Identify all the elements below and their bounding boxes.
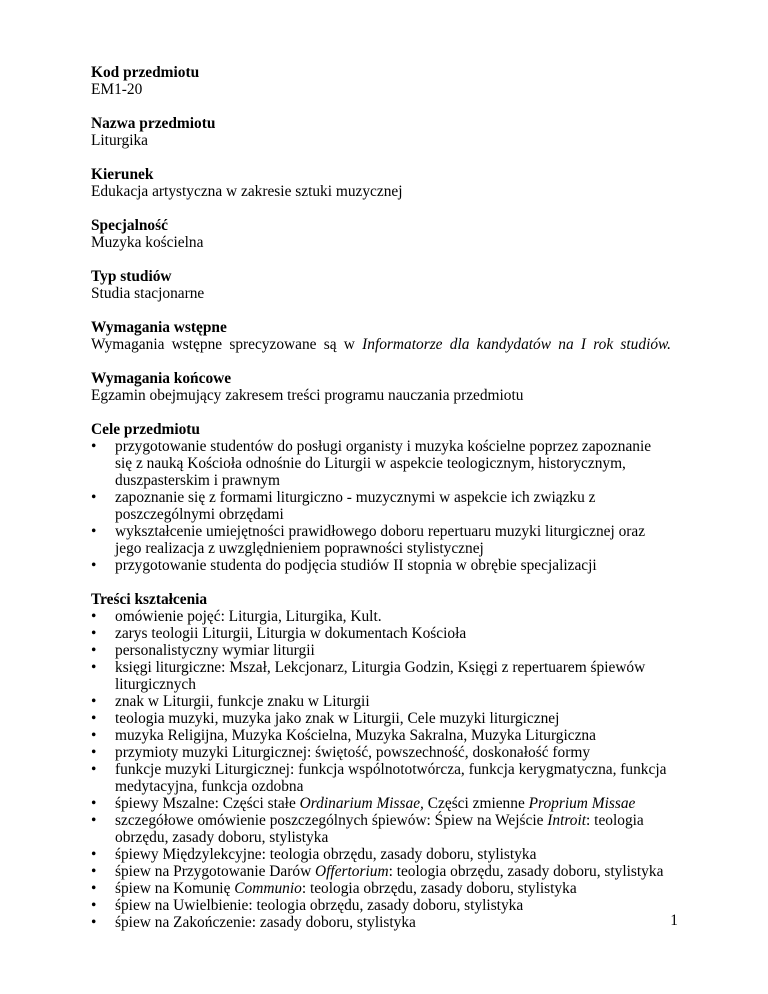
list-item [91, 744, 671, 761]
list-item [91, 795, 671, 812]
list-item [91, 693, 671, 710]
list-item-text: teologia muzyki, muzyka jako znak w Liturgii, Cele muzyki liturgicznej [115, 710, 560, 727]
list-item [91, 625, 671, 642]
bullet-icon [91, 659, 115, 676]
list-item [91, 761, 671, 795]
list-item-text: przygotowanie studenta do podjęcia studiów II stopnia w obrębie specjalizacji [115, 557, 597, 574]
section-heading: Kod przedmiotu [91, 64, 200, 81]
content-list [91, 608, 671, 931]
bullet-icon [91, 489, 115, 506]
list-item [91, 846, 671, 863]
bullet-icon [91, 880, 115, 897]
section-course-objectives [91, 421, 671, 574]
bullet-icon [91, 710, 115, 727]
list-item-text: personalistyczny wymiar liturgii [115, 642, 315, 659]
italic-term: Offertorium [315, 863, 389, 880]
section-heading: Typ studiów [91, 268, 172, 285]
list-item-text: śpiewy Międzylekcyjne: teologia obrzędu, zasady doboru, stylistyka [115, 846, 537, 863]
bullet-icon [91, 642, 115, 659]
text-part: : teologia obrzędu, zasady doboru, stylistyka [388, 863, 664, 880]
objectives-list [91, 438, 671, 574]
list-item-text: zarys teologii Liturgii, Liturgia w dokumentach Kościoła [115, 625, 467, 642]
bullet-icon [91, 795, 115, 812]
bullet-icon [91, 608, 115, 625]
list-item-text: śpiew na Zakończenie: zasady doboru, stylistyka [115, 914, 416, 931]
final-requirements-value: Egzamin obejmujący zakresem treści programu nauczania przedmiotu [91, 387, 524, 404]
list-item-text [115, 812, 644, 846]
entry-requirements-text: Wymagania wstępne sprecyzowane są w [91, 336, 363, 353]
section-course-code [91, 64, 671, 98]
section-course-content [91, 591, 671, 931]
course-name-value: Liturgika [91, 132, 148, 149]
list-item [91, 880, 671, 897]
bullet-icon [91, 761, 115, 778]
list-item-text [115, 863, 663, 880]
section-final-requirements [91, 370, 671, 404]
list-item-text: wykształcenie umiejętności prawidłowego doboru repertuaru muzyki liturgicznej oraz jego realizacja z uwzględnieniem poprawności stylistycznej [115, 523, 646, 557]
list-item [91, 642, 671, 659]
section-study-type [91, 268, 671, 302]
list-item-text: muzyka Religijna, Muzyka Kościelna, Muzyka Sakralna, Muzyka Liturgiczna [115, 727, 596, 744]
list-item [91, 727, 671, 744]
specialty-value: Muzyka kościelna [91, 234, 204, 251]
list-item [91, 557, 671, 574]
bullet-icon [91, 557, 115, 574]
section-heading: Kierunek [91, 166, 154, 183]
section-heading: Wymagania końcowe [91, 370, 232, 387]
section-heading: Wymagania wstępne [91, 319, 227, 336]
bullet-icon [91, 727, 115, 744]
list-item [91, 659, 671, 693]
italic-term: Communio [234, 880, 302, 897]
bullet-icon [91, 812, 115, 829]
text-part: śpiew na Komunię [115, 880, 235, 897]
list-item [91, 523, 671, 557]
section-heading: Nazwa przedmiotu [91, 115, 216, 132]
section-entry-requirements [91, 319, 671, 353]
bullet-icon [91, 846, 115, 863]
list-item [91, 897, 671, 914]
course-code-value: EM1-20 [91, 81, 143, 98]
bullet-icon [91, 863, 115, 880]
entry-requirements-italic: Informatorze dla kandydatów na I rok studiów. [362, 336, 672, 353]
bullet-icon [91, 897, 115, 914]
section-heading: Cele przedmiotu [91, 421, 200, 438]
list-item-text: funkcje muzyki Liturgicznej: funkcja wspólnototwórcza, funkcja kerygmatyczna, funkcja medytacyjna, funkcja ozdobna [115, 761, 667, 795]
section-specialty [91, 217, 671, 251]
text-part: : teologia obrzędu, zasady doboru, stylistyka [115, 812, 644, 846]
study-type-value: Studia stacjonarne [91, 285, 205, 302]
italic-term: Introit [547, 812, 587, 829]
list-item-text [115, 795, 635, 812]
bullet-icon [91, 625, 115, 642]
italic-term: Proprium Missae [528, 795, 636, 812]
list-item [91, 710, 671, 727]
list-item [91, 863, 671, 880]
list-item-text [115, 880, 577, 897]
list-item-text: przygotowanie studentów do posługi organisty i muzyka kościelne poprzez zapoznanie się z nauką Kościoła odnośnie do Liturgii w aspekcie teologicznym, historycznym, duszpasterskim i prawnym [115, 438, 652, 489]
list-item [91, 489, 671, 523]
list-item [91, 608, 671, 625]
section-field-of-study [91, 166, 671, 200]
italic-term: Ordinarium Missae, [299, 795, 424, 812]
list-item-text: omówienie pojęć: Liturgia, Liturgika, Kult. [115, 608, 382, 625]
section-course-name [91, 115, 671, 149]
list-item-text: przymioty muzyki Liturgicznej: świętość, powszechność, doskonałość formy [115, 744, 591, 761]
field-of-study-value: Edukacja artystyczna w zakresie sztuki muzycznej [91, 183, 403, 200]
entry-requirements-value [91, 336, 671, 353]
list-item-text: księgi liturgiczne: Mszał, Lekcjonarz, Liturgia Godzin, Księgi z repertuarem śpiewów liturgicznych [115, 659, 646, 693]
list-item [91, 812, 671, 846]
text-part: : teologia obrzędu, zasady doboru, stylistyka [301, 880, 577, 897]
list-item-text: śpiew na Uwielbienie: teologia obrzędu, zasady doboru, stylistyka [115, 897, 524, 914]
bullet-icon [91, 744, 115, 761]
section-heading: Treści kształcenia [91, 591, 208, 608]
text-part: śpiew na Przygotowanie Darów [115, 863, 316, 880]
text-part: szczegółowe omówienie poszczególnych śpiewów: Śpiew na Wejście [115, 812, 548, 829]
text-part: śpiewy Mszalne: Części stałe [115, 795, 300, 812]
bullet-icon [91, 693, 115, 710]
page-number: 1 [670, 912, 678, 929]
list-item-text: znak w Liturgii, funkcje znaku w Liturgii [115, 693, 370, 710]
bullet-icon [91, 523, 115, 540]
text-part: Części zmienne [423, 795, 529, 812]
bullet-icon [91, 914, 115, 931]
list-item-text: zapoznanie się z formami liturgiczno - muzycznymi w aspekcie ich związku z poszczególnymi obrzędami [115, 489, 596, 523]
list-item [91, 914, 671, 931]
list-item [91, 438, 671, 489]
document-content [91, 64, 671, 948]
section-heading: Specjalność [91, 217, 168, 234]
bullet-icon [91, 438, 115, 455]
